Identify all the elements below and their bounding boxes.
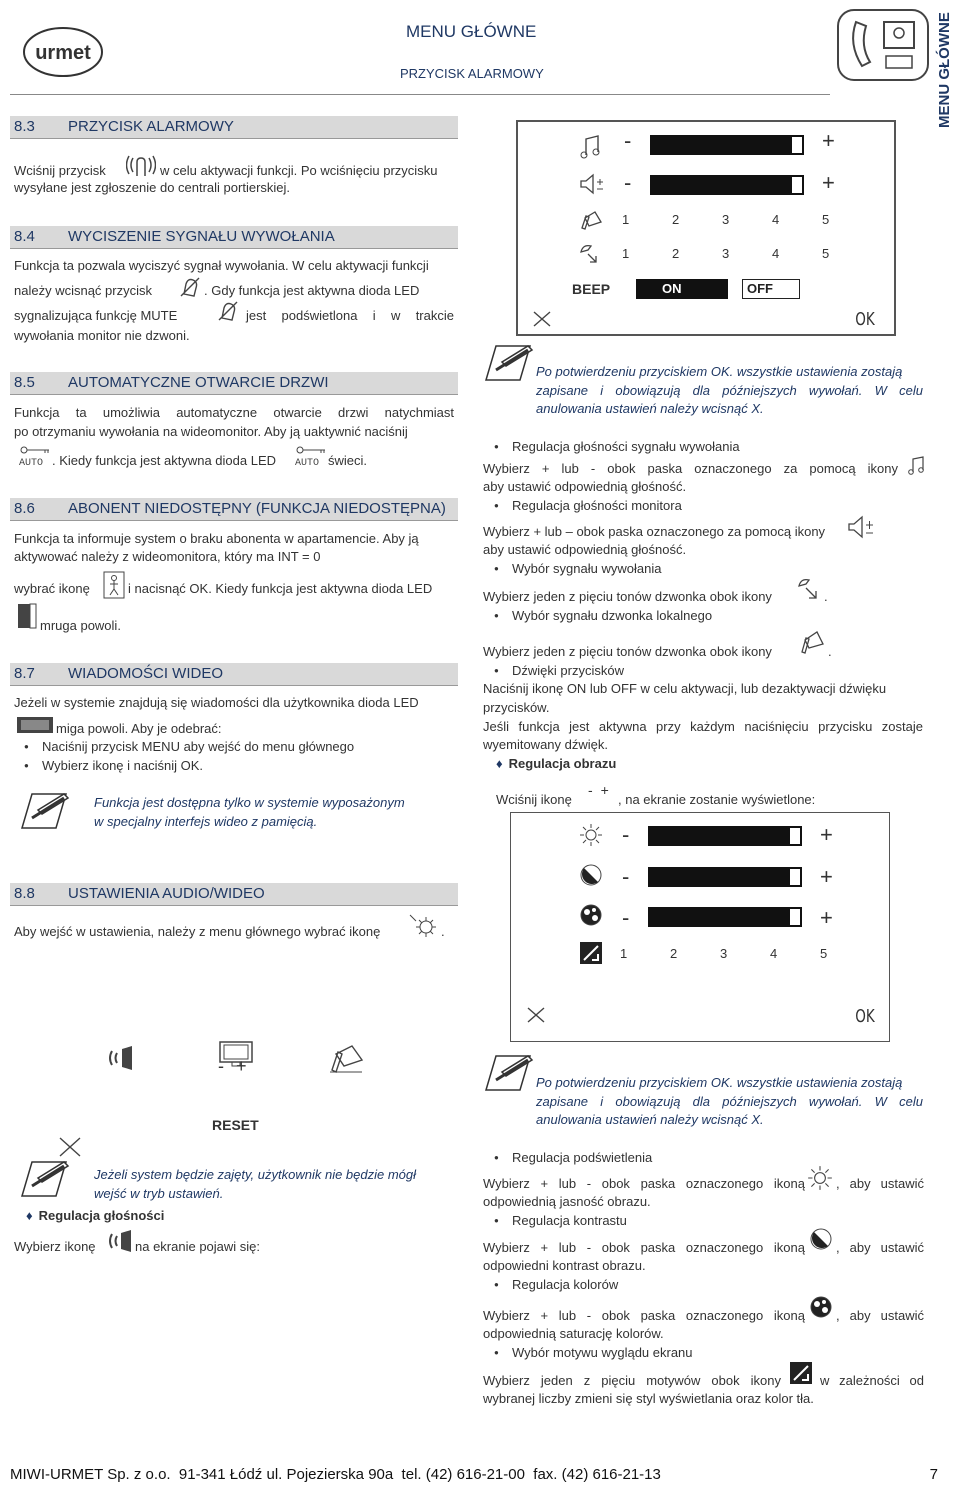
ringtone-volume-icon	[908, 455, 926, 478]
note-pencil-icon	[18, 788, 74, 837]
brightness-bar[interactable]	[648, 826, 802, 846]
r2-b4a: Wybierz jeden z pięciu motywów obok ikony	[483, 1373, 781, 1388]
volume-icon	[108, 1228, 134, 1257]
r1-b5b: przycisków.	[483, 700, 550, 715]
beep-off-button[interactable]: OFF	[742, 279, 800, 299]
page-title: MENU GŁÓWNE	[406, 22, 537, 41]
theme-1[interactable]: 1	[620, 946, 628, 961]
section-title: ABONENT NIEDOSTĘPNY (FUNKCJA NIEDOSTĘPNA)	[68, 500, 446, 517]
s87-note2: w specjalny interfejs wideo z pamięcią.	[94, 814, 318, 829]
r1-b5c: Jeśli funkcja jest aktywna przy każdym naciśnięciu przycisku zostaje	[483, 719, 923, 734]
s86-line3b: i nacisnąć OK. Kiedy funkcja jest aktywna dioda LED	[128, 581, 433, 596]
s86-line3a: wybrać ikonę	[14, 581, 90, 596]
theme-3[interactable]: 3	[720, 946, 728, 961]
r1-note2: zapisane i obowiązują dla późniejszych wywołań. W celu	[536, 383, 923, 398]
alarm-button-icon	[126, 152, 156, 181]
beep-on-button[interactable]: ON	[636, 279, 728, 299]
section-title: WIADOMOŚCI WIDEO	[68, 665, 223, 682]
r2-b4b: wybranej liczby zmieni się styl wyświetlania oraz kolor tła.	[483, 1391, 814, 1406]
ringtone-settings-icon[interactable]	[326, 1040, 366, 1077]
auto-key-icon	[294, 445, 328, 467]
note-pencil-icon	[482, 340, 538, 389]
r1-b5a: Naciśnij ikonę ON lub OFF w celu aktywacji, lub dezaktywacji dźwięku	[483, 681, 887, 696]
s87-bullet1: ● Naciśnij przycisk MENU aby wejść do menu głównego	[42, 738, 354, 756]
s87-note1: Funkcja jest dostępna tylko w systemie wyposażonym	[94, 795, 405, 810]
r2-b1a2: , aby ustawić	[836, 1176, 924, 1191]
speaker-volume-bar[interactable]	[650, 175, 804, 195]
section-title: USTAWIENIA AUDIO/WIDEO	[68, 885, 265, 902]
r2-bullet3: ● Regulacja kolorów	[512, 1276, 618, 1294]
section-title: WYCISZENIE SYGNAŁU WYWOŁANIA	[68, 228, 335, 245]
minus-button[interactable]: -	[622, 905, 630, 930]
section-number: 8.8	[14, 885, 35, 902]
mute-bell-icon	[178, 276, 202, 301]
note-pencil-icon	[482, 1050, 538, 1099]
color-bar[interactable]	[648, 907, 802, 927]
side-label: MENU GŁÓWNE	[936, 12, 953, 128]
r1-b2a: Wybierz + lub – obok paska oznaczonego za pomocą ikony	[483, 524, 826, 539]
r1-bullet3: ● Wybór sygnału wywołania	[512, 560, 661, 578]
image-plus: +	[236, 1056, 247, 1076]
r1-note1: Po potwierdzeniu przyciskiem OK. wszystkie ustawienia zostają	[536, 364, 903, 379]
volume-settings-icon[interactable]	[108, 1043, 136, 1076]
section-8-4-heading	[10, 226, 458, 249]
s83-text-a: Wciśnij przycisk	[14, 163, 106, 178]
section-title: PRZYCISK ALARMOWY	[68, 118, 234, 135]
plus-button[interactable]: +	[822, 170, 835, 195]
minus-button[interactable]: -	[624, 128, 632, 153]
tone-4[interactable]: 4	[772, 212, 780, 227]
s86-line2: aktywować należy z wideomonitora, który ma INT = 0	[14, 549, 321, 564]
ok-button[interactable]: OK	[855, 1006, 875, 1027]
r1-b4a-dot: .	[828, 644, 832, 659]
page-subtitle: PRZYCISK ALARMOWY	[400, 66, 544, 81]
s86-line1: Funkcja ta informuje system o braku abonenta w apartamencie. Aby ją	[14, 531, 419, 546]
s88-line1: Aby wejść w ustawienia, należy z menu głównego wybrać ikonę	[14, 924, 381, 939]
s83-text-c: wysyłane jest zgłoszenie do centrali portierskiej.	[14, 180, 291, 195]
r2-b3b: odpowiednią saturację kolorów.	[483, 1326, 664, 1341]
reset-button[interactable]: RESET	[212, 1117, 259, 1133]
r2-b3a2: , aby ustawić	[836, 1308, 924, 1323]
minus-glyph: -	[588, 782, 601, 798]
r1-bullet2: ● Regulacja głośności monitora	[512, 497, 682, 515]
section-8-7-heading	[10, 663, 458, 686]
section-number: 8.7	[14, 665, 35, 682]
ringtone-volume-icon	[580, 133, 602, 162]
s84-line3b: jest podświetlona i w trakcie	[246, 308, 454, 323]
r2-bullet4: ● Wybór motywu wyglądu ekranu	[512, 1344, 693, 1362]
section-number: 8.6	[14, 500, 35, 517]
s85-line1: Funkcja ta umożliwia automatyczne otwarcie drzwi natychmiast	[14, 405, 454, 420]
minus-button[interactable]: -	[624, 170, 632, 195]
video-message-icon	[16, 715, 54, 738]
local-ring-icon	[796, 626, 826, 659]
r1-img-a: Wciśnij ikonę	[496, 792, 572, 807]
s84-line2b: . Gdy funkcja jest aktywna dioda LED	[204, 283, 420, 298]
absent-person-icon	[102, 570, 126, 603]
tone-3[interactable]: 3	[722, 212, 730, 227]
r2-note2: zapisane i obowiązują dla późniejszych wywołań. W celu	[536, 1094, 923, 1109]
local-tone-1[interactable]: 1	[622, 246, 630, 261]
s85-line2: po otrzymaniu wywołania na wideomonitor. Aby ją uaktywnić naciśnij	[14, 424, 408, 439]
section-8-3-heading	[10, 116, 458, 139]
settings-gear-icon	[408, 913, 438, 942]
contrast-icon	[578, 862, 604, 891]
minus-button[interactable]: -	[622, 822, 630, 847]
r1-img-b: , na ekranie zostanie wyświetlone:	[618, 792, 816, 807]
s84-line3a: sygnalizująca funkcję MUTE	[14, 308, 178, 323]
s87-line2: miga powoli. Aby je odebrać:	[56, 721, 222, 736]
r2-bullet1: ● Regulacja podświetlenia	[512, 1149, 652, 1167]
page-number: 7	[929, 1466, 938, 1483]
section-8-8-heading	[10, 883, 458, 906]
tone-5[interactable]: 5	[822, 212, 830, 227]
section-number: 8.3	[14, 118, 35, 135]
urmet-logo	[22, 26, 104, 78]
tone-2[interactable]: 2	[672, 212, 680, 227]
r1-b4a: Wybierz jeden z pięciu tonów dzwonka obok ikony	[483, 644, 772, 659]
r1-image-heading: ♦ Regulacja obrazu	[496, 756, 616, 771]
r1-bullet5: ● Dźwięki przycisków	[512, 662, 624, 680]
r2-note1: Po potwierdzeniu przyciskiem OK. wszystkie ustawienia zostają	[536, 1075, 903, 1090]
r1-b3a: Wybierz jeden z pięciu tonów dzwonka obok ikony	[483, 589, 772, 604]
r1-bullet4: ● Wybór sygnału dzwonka lokalnego	[512, 607, 712, 625]
auto-label: AUTO	[295, 458, 320, 467]
r2-b2a2: , aby ustawić	[836, 1240, 924, 1255]
close-x-icon[interactable]	[532, 310, 552, 331]
theme-icon	[578, 940, 604, 969]
s85-line3a: . Kiedy funkcja jest aktywna dioda LED	[52, 453, 277, 468]
r1-b1b: aby ustawić odpowiednią głośność.	[483, 479, 687, 494]
speaker-volume-icon	[846, 514, 876, 543]
intercom-icon	[834, 6, 932, 84]
s84-line1: Funkcja ta pozwala wyciszyć sygnał wywołania. W celu aktywacji funkcji	[14, 258, 429, 273]
s88-line1-dot: .	[441, 924, 445, 939]
r1-b3a-dot: .	[824, 589, 828, 604]
s86-line4: mruga powoli.	[40, 618, 121, 633]
beep-label: BEEP	[572, 281, 611, 297]
section-number: 8.4	[14, 228, 35, 245]
section-number: 8.5	[14, 374, 35, 391]
plus-button[interactable]: +	[820, 864, 833, 889]
r2-b4a2: w zależności od	[820, 1373, 924, 1388]
brightness-icon	[578, 822, 604, 851]
footer-address: MIWI-URMET Sp. z o.o. 91-341 Łódź ul. Pojezierska 90a tel. (42) 616-21-00 fax. (42) 616-21-13	[10, 1466, 661, 1483]
r2-b1b: odpowiednią jasność obrazu.	[483, 1194, 651, 1209]
door-icon	[16, 602, 38, 633]
speaker-volume-icon	[578, 172, 606, 199]
color-icon	[578, 902, 604, 931]
auto-key-icon	[18, 445, 52, 467]
footer	[10, 1466, 940, 1483]
r2-bullet2: ● Regulacja kontrastu	[512, 1212, 627, 1230]
logo-text: urmet	[35, 42, 91, 64]
s85-line3b: świeci.	[328, 453, 368, 468]
local-tone-5[interactable]: 5	[822, 246, 830, 261]
r2-b3a: Wybierz + lub - obok paska oznaczonego ikoną	[483, 1308, 805, 1323]
s88-note2: wejść w tryb ustawień.	[94, 1186, 224, 1201]
image-minus: -	[218, 1056, 224, 1076]
s88-vol-b: na ekranie pojawi się:	[135, 1239, 261, 1254]
r2-note3: anulowania ustawień należy wcisnąć X.	[536, 1112, 764, 1127]
call-ring-icon	[578, 208, 604, 235]
header-rule	[10, 94, 830, 95]
s88-vol-a: Wybierz ikonę	[14, 1239, 96, 1254]
ok-button[interactable]: OK	[855, 309, 875, 330]
local-tone-4[interactable]: 4	[772, 246, 780, 261]
note-pencil-icon	[18, 1156, 74, 1205]
r1-b1a: Wybierz + lub - obok paska oznaczonego za pomocą ikony	[483, 461, 898, 476]
theme-icon	[788, 1360, 814, 1389]
s84-line2a: należy wcisnąć przycisk	[14, 283, 152, 298]
video-settings-screen	[510, 812, 890, 1042]
contrast-bar[interactable]	[648, 867, 802, 887]
r2-b2b: odpowiedni kontrast obrazu.	[483, 1258, 646, 1273]
brightness-icon	[806, 1164, 834, 1195]
ringtone-volume-bar[interactable]	[650, 135, 804, 155]
call-ring-icon	[796, 576, 824, 605]
s88-volume-heading: ♦ Regulacja głośności	[26, 1208, 164, 1223]
theme-4[interactable]: 4	[770, 946, 778, 961]
tone-1[interactable]: 1	[622, 212, 630, 227]
section-8-6-heading	[10, 498, 458, 521]
s83-text-b: w celu aktywacji funkcji. Po wciśnięciu przycisku	[160, 163, 438, 178]
r1-b2b: aby ustawić odpowiednią głośność.	[483, 542, 687, 557]
local-ring-icon	[578, 242, 604, 267]
close-x-icon[interactable]	[526, 1006, 546, 1027]
theme-5[interactable]: 5	[820, 946, 828, 961]
r1-b5d: wyemitowany dźwięk.	[483, 737, 608, 752]
plus-button[interactable]: +	[820, 905, 833, 930]
r1-note3: anulowania ustawień należy wcisnąć X.	[536, 401, 764, 416]
contrast-icon	[808, 1226, 834, 1255]
local-tone-3[interactable]: 3	[722, 246, 730, 261]
s88-note1: Jeżeli system będzie zajęty, użytkownik nie będzie mógł	[94, 1167, 417, 1182]
color-icon	[808, 1294, 834, 1323]
theme-2[interactable]: 2	[670, 946, 678, 961]
local-tone-2[interactable]: 2	[672, 246, 680, 261]
minus-button[interactable]: -	[622, 864, 630, 889]
section-8-5-heading	[10, 372, 458, 395]
s87-bullet2: ● Wybierz ikonę i naciśnij OK.	[42, 757, 203, 775]
plus-glyph: +	[600, 782, 617, 798]
s84-line4: wywołania monitor nie dzwoni.	[14, 328, 190, 343]
plus-button[interactable]: +	[820, 822, 833, 847]
s87-line1: Jeżeli w systemie znajdują się wiadomości dla użytkownika dioda LED	[14, 695, 419, 710]
r2-b1a: Wybierz + lub - obok paska oznaczonego ikoną	[483, 1176, 805, 1191]
mute-bell-icon	[216, 300, 240, 325]
r2-b2a: Wybierz + lub - obok paska oznaczonego ikoną	[483, 1240, 805, 1255]
section-title: AUTOMATYCZNE OTWARCIE DRZWI	[68, 374, 329, 391]
minus-plus-icon	[588, 782, 617, 798]
plus-button[interactable]: +	[822, 128, 835, 153]
r1-bullet1: ● Regulacja głośności sygnału wywołania	[512, 438, 740, 456]
auto-label: AUTO	[19, 458, 44, 467]
